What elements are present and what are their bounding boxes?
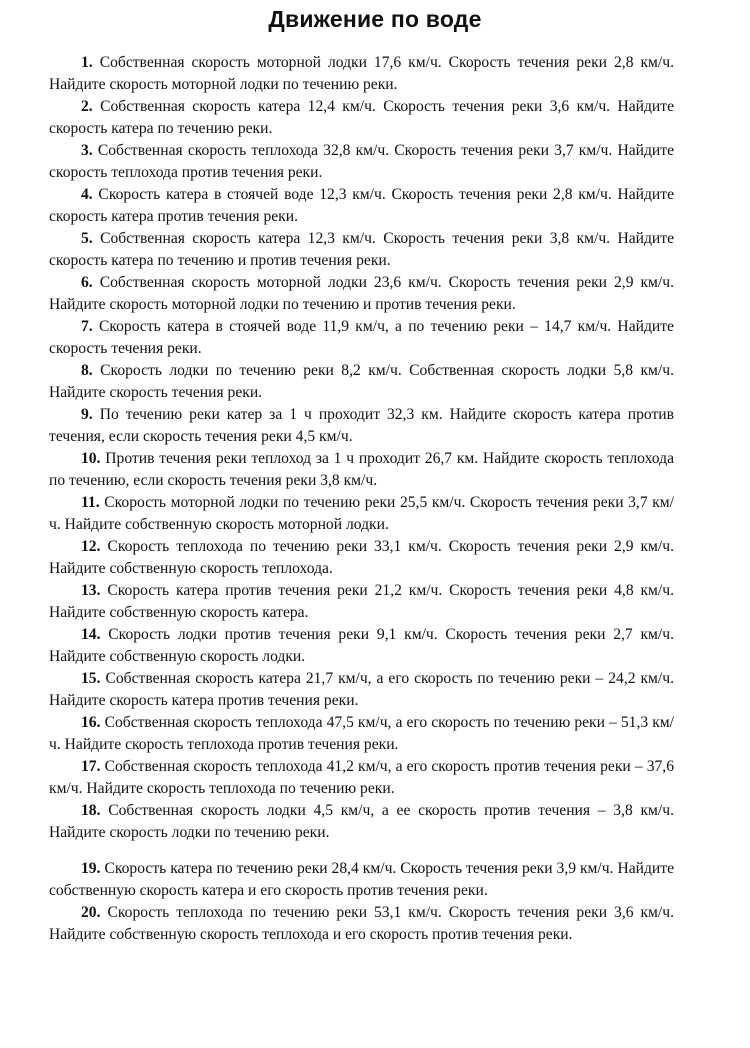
problem-text: Собственная скорость теплохода 41,2 км/ч, а его скорость против течения реки – 37,6 км/ч. Найдите скорость теплохода по течению реки. (49, 758, 674, 797)
problem-16 (49, 712, 674, 756)
problem-text: Против течения реки теплоход за 1 ч проходит 26,7 км. Найдите скорость теплохода по течению, если скорость течения реки 3,8 км/ч. (49, 450, 674, 489)
problem-text: Собственная скорость теплохода 32,8 км/ч. Скорость течения реки 3,7 км/ч. Найдите скорость теплохода против течения реки. (49, 142, 674, 181)
problem-number: 7. (81, 318, 93, 335)
problem-text: Скорость моторной лодки по течению реки 25,5 км/ч. Скорость течения реки 3,7 км/ч. Найдите собственную скорость моторной лодки. (49, 494, 674, 533)
problem-list (49, 52, 674, 946)
problem-text: Собственная скорость моторной лодки 23,6 км/ч. Скорость течения реки 2,9 км/ч. Найдите скорость моторной лодки по течению и против течения реки. (49, 274, 674, 313)
problem-14 (49, 624, 674, 668)
problem-text: Собственная скорость лодки 4,5 км/ч, а ее скорость против течения – 3,8 км/ч. Найдите скорость лодки по течению реки. (49, 802, 674, 841)
problem-text: Собственная скорость катера 21,7 км/ч, а его скорость по течению реки – 24,2 км/ч. Найдите скорость катера против течения реки. (49, 670, 674, 709)
problem-number: 11. (81, 494, 100, 511)
problem-3 (49, 140, 674, 184)
problem-number: 6. (81, 274, 93, 291)
problem-number: 19. (81, 860, 101, 877)
problem-text: Скорость теплохода по течению реки 53,1 км/ч. Скорость течения реки 3,6 км/ч. Найдите собственную скорость теплохода и его скорость против течения реки. (49, 904, 674, 943)
problem-number: 14. (81, 626, 101, 643)
problem-text: Скорость лодки по течению реки 8,2 км/ч. Собственная скорость лодки 5,8 км/ч. Найдите скорость течения реки. (49, 362, 675, 401)
problem-text: Скорость лодки против течения реки 9,1 км/ч. Скорость течения реки 2,7 км/ч. Найдите собственную скорость лодки. (49, 626, 674, 665)
problem-number: 18. (81, 802, 101, 819)
problem-text: Скорость катера в стоячей воде 11,9 км/ч, а по течению реки – 14,7 км/ч. Найдите скорость течения реки. (49, 318, 674, 357)
problem-number: 9. (81, 406, 93, 423)
problem-1 (49, 52, 674, 96)
problem-number: 15. (81, 670, 101, 687)
problem-10 (49, 448, 674, 492)
problem-number: 2. (81, 98, 93, 115)
problem-17 (49, 756, 674, 800)
problem-text: Собственная скорость теплохода 47,5 км/ч, а его скорость по течению реки – 51,3 км/ч. Найдите скорость теплохода против течения реки. (49, 714, 674, 753)
problem-15 (49, 668, 674, 712)
problem-2 (49, 96, 674, 140)
problem-text: Собственная скорость моторной лодки 17,6 км/ч. Скорость течения реки 2,8 км/ч. Найдите скорость моторной лодки по течению реки. (49, 54, 674, 93)
problem-11 (49, 492, 674, 536)
problem-number: 4. (81, 186, 93, 203)
problem-text: Скорость катера в стоячей воде 12,3 км/ч. Скорость течения реки 2,8 км/ч. Найдите скорость катера против течения реки. (49, 186, 674, 225)
problem-number: 20. (81, 904, 101, 921)
problem-12 (49, 536, 674, 580)
problem-number: 5. (81, 230, 93, 247)
problem-number: 13. (81, 582, 101, 599)
problem-text: По течению реки катер за 1 ч проходит 32,3 км. Найдите скорость катера против течения, если скорость течения реки 4,5 км/ч. (49, 406, 674, 445)
problem-19 (49, 858, 674, 902)
problem-5 (49, 228, 674, 272)
problem-number: 17. (81, 758, 101, 775)
problem-9 (49, 404, 674, 448)
problem-text: Скорость катера против течения реки 21,2 км/ч. Скорость течения реки 4,8 км/ч. Найдите собственную скорость катера. (49, 582, 674, 621)
problem-18 (49, 800, 674, 844)
problem-6 (49, 272, 674, 316)
problem-13 (49, 580, 674, 624)
page-title: Движение по воде (268, 6, 482, 32)
problem-4 (49, 184, 674, 228)
problem-number: 8. (81, 362, 93, 379)
problem-text: Скорость катера по течению реки 28,4 км/ч. Скорость течения реки 3,9 км/ч. Найдите собственную скорость катера и его скорость против течения реки. (49, 860, 674, 899)
problem-text: Скорость теплохода по течению реки 33,1 км/ч. Скорость течения реки 2,9 км/ч. Найдите собственную скорость теплохода. (49, 538, 674, 577)
problem-number: 3. (81, 142, 93, 159)
problem-number: 16. (81, 714, 101, 731)
problem-7 (49, 316, 674, 360)
problem-number: 1. (81, 54, 93, 71)
problem-number: 10. (81, 450, 101, 467)
problem-8 (49, 360, 674, 404)
problem-number: 12. (81, 538, 101, 555)
problem-text: Собственная скорость катера 12,3 км/ч. Скорость течения реки 3,8 км/ч. Найдите скорость катера по течению и против течения реки. (49, 230, 674, 269)
problem-text: Собственная скорость катера 12,4 км/ч. Скорость течения реки 3,6 км/ч. Найдите скорость катера по течению реки. (49, 98, 674, 137)
problem-20 (49, 902, 674, 946)
